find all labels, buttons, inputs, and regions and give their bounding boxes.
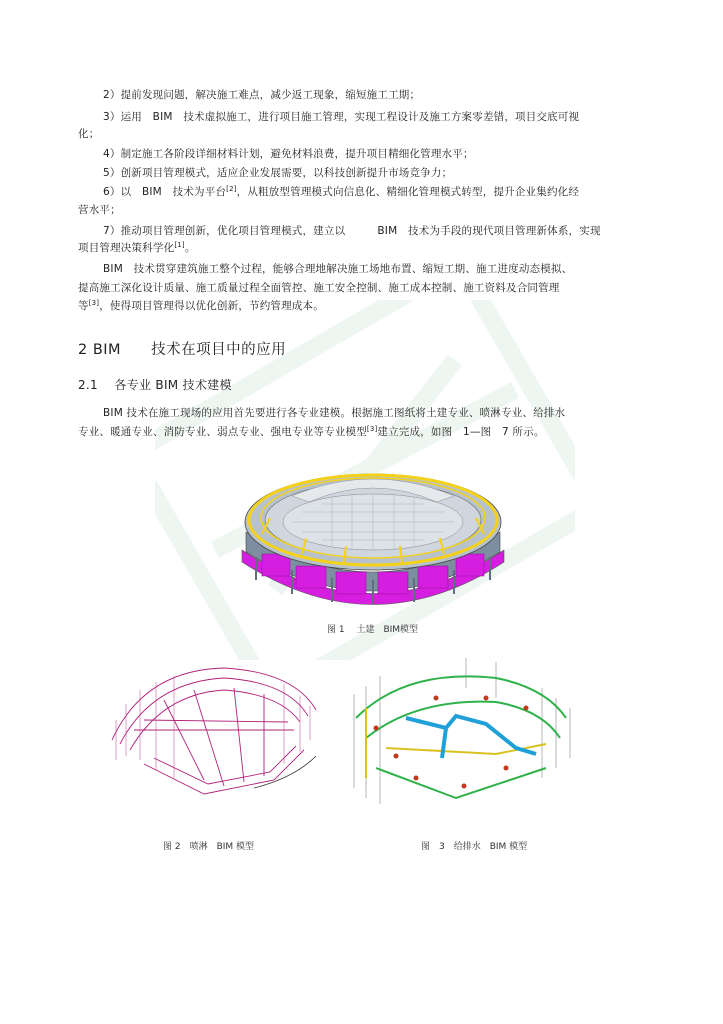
- text-run: ，从粗放型管理模式向信息化、精细化管理模式转型，提升企业集约化经: [236, 186, 580, 198]
- paragraph-line: [78, 241, 638, 256]
- citation-ref: [2]: [226, 185, 237, 193]
- water-supply-drainage-bim-model-figure: [346, 658, 578, 810]
- paragraph-line: [103, 185, 638, 200]
- paragraph-line: BIM 技术贯穿建筑施工整个过程，能够合理地解决施工场地布置、缩短工期、施工进度动态模拟、: [103, 263, 573, 275]
- citation-ref: [3]: [88, 299, 100, 307]
- subsection-heading: 2.1 各专业 BIM 技术建模: [78, 378, 232, 392]
- figure-caption: 图 1 土建 BIM模型: [327, 625, 419, 635]
- paragraph-line: 营水平；: [78, 204, 121, 216]
- paragraph-line: 提高施工深化设计质量、施工质量过程全面管控、施工安全控制、施工成本控制、施工资料及合同管理: [78, 282, 560, 294]
- text-run: ，使得项目管理得以优化创新，节约管理成本。: [99, 300, 324, 312]
- text-run: 6）以 BIM 技术为平台: [103, 186, 227, 198]
- paragraph-line: 7）推动项目管理创新，优化项目管理模式，建立以 BIM 技术为手段的现代项目管理新体系，实现: [103, 225, 601, 237]
- citation-ref: [3]: [366, 425, 378, 433]
- figure-caption: 图 3 给排水 BIM 模型: [421, 842, 528, 852]
- text-run: 等: [78, 300, 89, 312]
- text-run: 专业、暖通专业、消防专业、弱点专业、强电专业等专业模型: [78, 426, 367, 438]
- paragraph-line: 5）创新项目管理模式，适应企业发展需要，以科技创新提升市场竞争力；: [103, 167, 453, 179]
- text-run: 项目管理决策科学化: [78, 242, 175, 254]
- section-heading: 2 BIM 技术在项目中的应用: [78, 342, 287, 358]
- sprinkler-bim-model-figure: [104, 660, 324, 808]
- citation-ref: [1]: [174, 241, 185, 249]
- civil-bim-model-figure: [232, 462, 514, 612]
- text-run: 。: [184, 242, 196, 254]
- paragraph-line: [78, 299, 638, 314]
- paragraph-line: BIM 技术在施工现场的应用首先要进行各专业建模。根据施工图纸将土建专业、喷淋专业、给排水: [103, 407, 566, 419]
- text-run: 建立完成，如图 1—图 7 所示。: [377, 426, 545, 438]
- paragraph-line: [78, 425, 638, 440]
- figure-caption: 图 2 喷淋 BIM 模型: [163, 842, 255, 852]
- paragraph-line: 4）制定施工各阶段详细材料计划，避免材料浪费，提升项目精细化管理水平；: [103, 148, 474, 160]
- paragraph-line: 3）运用 BIM 技术虚拟施工，进行项目施工管理，实现工程设计及施工方案零差错，项目交底可视: [103, 111, 580, 123]
- paragraph-line: 化；: [78, 128, 100, 140]
- paragraph-line: 2）提前发现问题，解决施工难点，减少返工现象，缩短施工工期；: [103, 89, 421, 101]
